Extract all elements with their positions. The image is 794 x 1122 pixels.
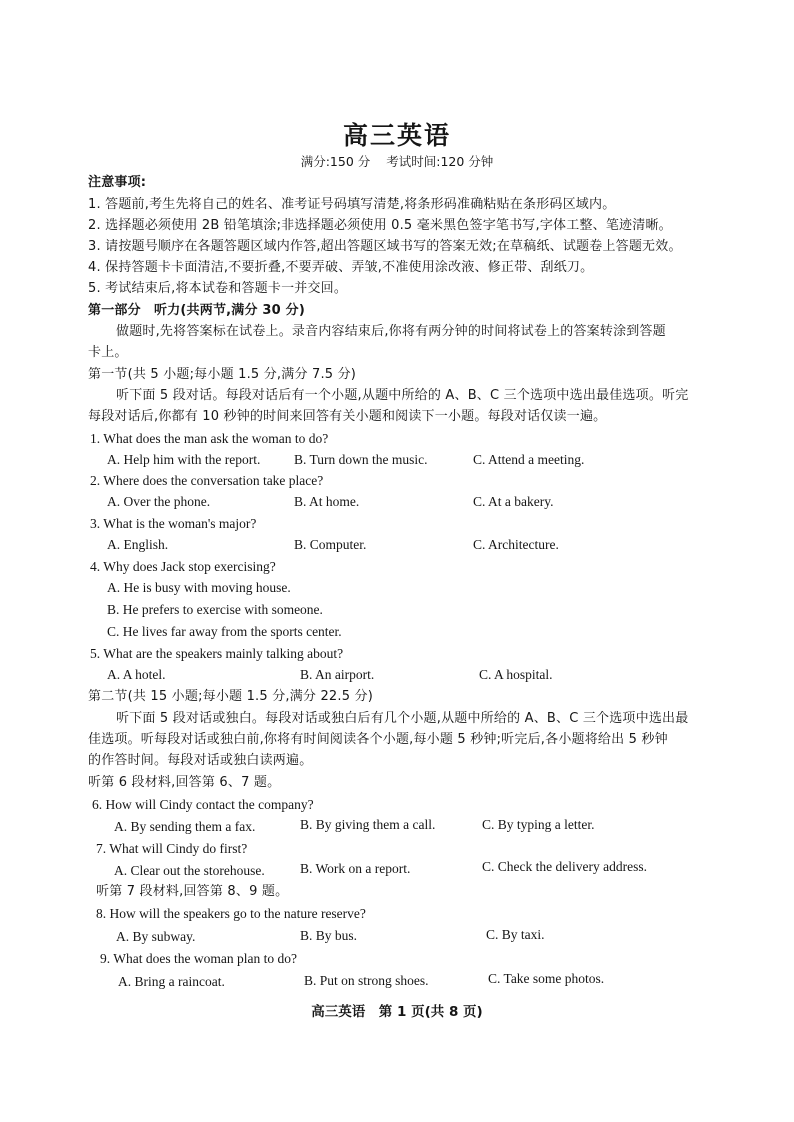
note-item: 2. 选择题必须使用 2B 铅笔填涂;非选择题必须使用 0.5 毫米黑色签字笔书写,字体工整、笔迹清晰。 <box>88 218 672 233</box>
note-item: 4. 保持答题卡卡面清洁,不要折叠,不要弄破、弄皱,不准使用涂改液、修正带、刮纸刀。 <box>88 260 594 275</box>
full-score: 满分:150 分 <box>300 154 371 169</box>
section1-intro: 听下面 5 段对话。每段对话后有一个小题,从题中所给的 A、B、C 三个选项中选出最佳选项。听完 <box>116 388 689 403</box>
q6-option-a: A. By sending them a fax. <box>114 819 256 834</box>
q6-option-c: C. By typing a letter. <box>482 817 595 832</box>
q5-option-a: A. A hotel. <box>107 667 166 682</box>
note-item: 3. 请按题号顺序在各题答题区域内作答,超出答题区域书写的答案无效;在草稿纸、试题卷上答题无效。 <box>88 239 682 254</box>
section2-intro-cont: 的作答时间。每段对话或独白读两遍。 <box>88 753 313 768</box>
exam-time: 考试时间:120 分钟 <box>386 154 494 169</box>
question-2: 2. Where does the conversation take place? <box>90 473 324 488</box>
question-6: 6. How will Cindy contact the company? <box>92 797 314 812</box>
q1-option-c: C. Attend a meeting. <box>473 452 585 467</box>
page-title: 高三英语 <box>342 121 451 150</box>
q1-option-a: A. Help him with the report. <box>107 452 261 467</box>
note-item: 1. 答题前,考生先将自己的姓名、准考证号码填写清楚,将条形码准确粘贴在条形码区域内。 <box>88 197 616 212</box>
q3-option-a: A. English. <box>107 537 169 552</box>
section2-heading: 第二节(共 15 小题;每小题 1.5 分,满分 22.5 分) <box>88 689 374 704</box>
question-5: 5. What are the speakers mainly talking about? <box>90 646 344 661</box>
part1-heading: 第一部分 听力(共两节,满分 30 分) <box>88 303 305 318</box>
note-item: 5. 考试结束后,将本试卷和答题卡一并交回。 <box>88 281 348 296</box>
section2-intro-cont: 佳选项。听每段对话或独白前,你将有时间阅读各个小题,每小题 5 秒钟;听完后,各小题将给出 5 秒钟 <box>88 732 668 747</box>
q9-option-c: C. Take some photos. <box>488 971 605 986</box>
q9-option-a: A. Bring a raincoat. <box>118 974 225 989</box>
q4-option-b: B. He prefers to exercise with someone. <box>107 602 323 617</box>
q2-option-b: B. At home. <box>294 494 360 509</box>
q4-option-a: A. He is busy with moving house. <box>107 580 291 595</box>
section2-intro: 听下面 5 段对话或独白。每段对话或独白后有几个小题,从题中所给的 A、B、C 三个选项中选出最 <box>116 711 689 726</box>
material-7-instruction: 听第 7 段材料,回答第 8、9 题。 <box>96 884 289 899</box>
q7-option-b: B. Work on a report. <box>300 861 411 876</box>
q3-option-c: C. Architecture. <box>473 537 559 552</box>
q6-option-b: B. By giving them a call. <box>300 817 436 832</box>
q5-option-c: C. A hospital. <box>479 667 553 682</box>
notes-heading: 注意事项: <box>88 175 147 190</box>
q5-option-b: B. An airport. <box>300 667 375 682</box>
q8-option-b: B. By bus. <box>300 928 358 943</box>
question-3: 3. What is the woman's major? <box>90 516 257 531</box>
section1-intro-cont: 每段对话后,你都有 10 秒钟的时间来回答有关小题和阅读下一小题。每段对话仅读一遍。 <box>88 409 607 424</box>
part1-intro-cont: 卡上。 <box>88 345 128 360</box>
question-9: 9. What does the woman plan to do? <box>100 951 297 966</box>
q4-option-c: C. He lives far away from the sports center. <box>107 624 342 639</box>
q8-option-a: A. By subway. <box>116 929 196 944</box>
q2-option-a: A. Over the phone. <box>107 494 211 509</box>
q2-option-c: C. At a bakery. <box>473 494 554 509</box>
question-4: 4. Why does Jack stop exercising? <box>90 559 276 574</box>
question-8: 8. How will the speakers go to the nature reserve? <box>96 906 366 921</box>
material-6-instruction: 听第 6 段材料,回答第 6、7 题。 <box>88 775 281 790</box>
part1-intro: 做题时,先将答案标在试卷上。录音内容结束后,你将有两分钟的时间将试卷上的答案转涂到答题 <box>116 324 666 339</box>
section1-heading: 第一节(共 5 小题;每小题 1.5 分,满分 7.5 分) <box>88 367 357 382</box>
q9-option-b: B. Put on strong shoes. <box>304 973 429 988</box>
question-7: 7. What will Cindy do first? <box>96 841 248 856</box>
page-footer: 高三英语 第 1 页(共 8 页) <box>311 1004 483 1020</box>
q7-option-c: C. Check the delivery address. <box>482 859 647 874</box>
q1-option-b: B. Turn down the music. <box>294 452 428 467</box>
q7-option-a: A. Clear out the storehouse. <box>114 863 265 878</box>
q3-option-b: B. Computer. <box>294 537 367 552</box>
question-1: 1. What does the man ask the woman to do? <box>90 431 329 446</box>
exam-info <box>0 152 794 170</box>
q8-option-c: C. By taxi. <box>486 927 545 942</box>
